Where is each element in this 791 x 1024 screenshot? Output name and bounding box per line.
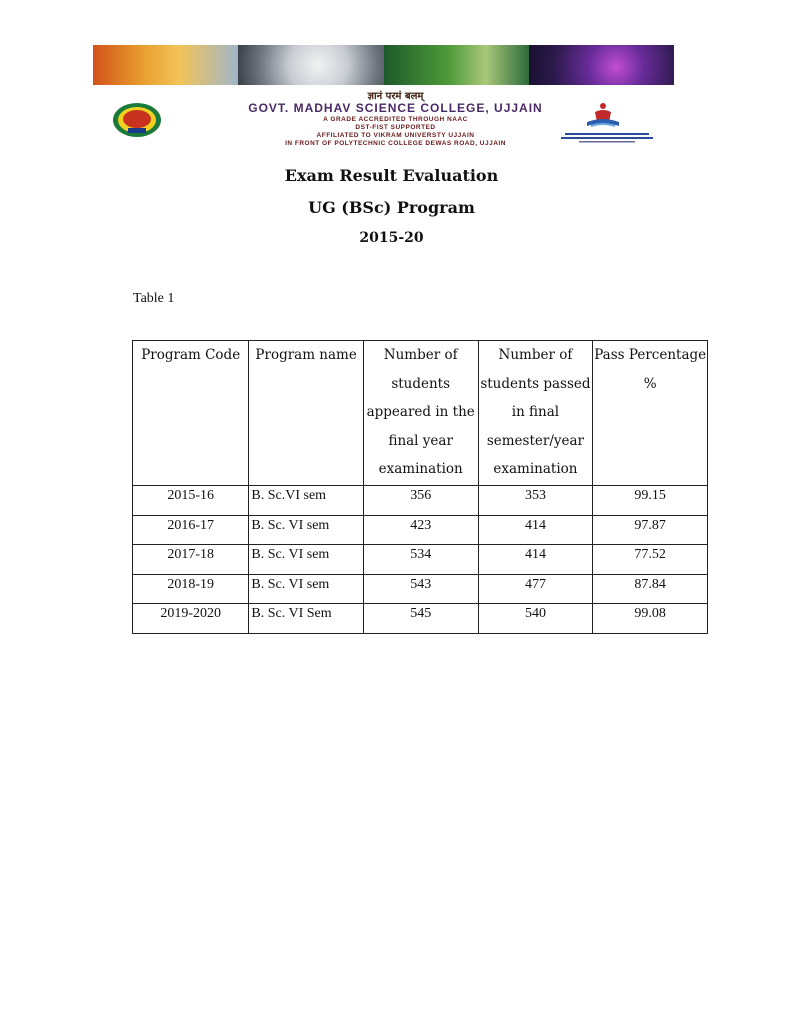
cell-pass-percentage: 87.84 — [593, 574, 708, 604]
college-motto: ज्ञानं परमं बलम् — [367, 91, 424, 102]
cell-passed: 477 — [478, 574, 593, 604]
cell-program-name: B. Sc. VI sem — [249, 545, 363, 575]
header-students-passed: Number of students passed in final semester/year examination — [478, 341, 593, 486]
cell-program-code: 2018-19 — [133, 574, 249, 604]
college-name: GOVT. MADHAV SCIENCE COLLEGE, UJJAIN — [248, 101, 543, 115]
cell-program-name: B. Sc.VI sem — [249, 486, 363, 516]
cell-program-code: 2016-17 — [133, 515, 249, 545]
cell-appeared: 423 — [363, 515, 478, 545]
cell-appeared: 545 — [363, 604, 478, 634]
header-banner — [93, 45, 674, 85]
accreditation-line: A GRADE ACCREDITED THROUGH NAAC — [323, 116, 468, 123]
table-header-row — [133, 341, 708, 486]
program-title: UG (BSc) Program — [308, 198, 475, 217]
cell-appeared: 534 — [363, 545, 478, 575]
table-row — [133, 574, 708, 604]
table-row — [133, 545, 708, 575]
header-program-name: Program name — [249, 341, 363, 486]
exam-results-table — [132, 340, 708, 634]
cell-program-code: 2017-18 — [133, 545, 249, 575]
header-pass-percentage: Pass Percentage % — [593, 341, 708, 486]
cell-program-code: 2019-2020 — [133, 604, 249, 634]
cell-passed: 540 — [478, 604, 593, 634]
header-students-appeared: Number of students appeared in the final year examination — [363, 341, 478, 486]
cell-program-name: B. Sc. VI sem — [249, 515, 363, 545]
banner-plant-molecule-image — [384, 45, 529, 85]
cell-program-name: B. Sc. VI sem — [249, 574, 363, 604]
year-range-title: 2015-20 — [359, 230, 424, 246]
table-row — [133, 515, 708, 545]
table-label: Table 1 — [133, 291, 175, 306]
cell-pass-percentage: 99.08 — [593, 604, 708, 634]
banner-chemistry-image — [93, 45, 238, 85]
support-line: DST-FIST SUPPORTED — [355, 124, 436, 131]
cell-pass-percentage: 77.52 — [593, 545, 708, 575]
cell-pass-percentage: 99.15 — [593, 486, 708, 516]
address-line: IN FRONT OF POLYTECHNIC COLLEGE DEWAS ROAD, UJJAIN — [285, 140, 506, 147]
cell-passed: 414 — [478, 515, 593, 545]
table-row — [133, 486, 708, 516]
banner-molecule-image — [529, 45, 674, 85]
college-emblem-logo — [112, 102, 162, 138]
iqac-logo — [557, 100, 657, 146]
cell-appeared: 356 — [363, 486, 478, 516]
cell-program-code: 2015-16 — [133, 486, 249, 516]
cell-program-name: B. Sc. VI Sem — [249, 604, 363, 634]
header-program-code: Program Code — [133, 341, 249, 486]
cell-appeared: 543 — [363, 574, 478, 604]
table-row — [133, 604, 708, 634]
affiliation-line: AFFILIATED TO VIKRAM UNIVERSTY UJJAIN — [316, 132, 475, 139]
cell-passed: 414 — [478, 545, 593, 575]
banner-robot-image — [238, 45, 383, 85]
cell-pass-percentage: 97.87 — [593, 515, 708, 545]
document-title: Exam Result Evaluation — [284, 166, 499, 185]
cell-passed: 353 — [478, 486, 593, 516]
